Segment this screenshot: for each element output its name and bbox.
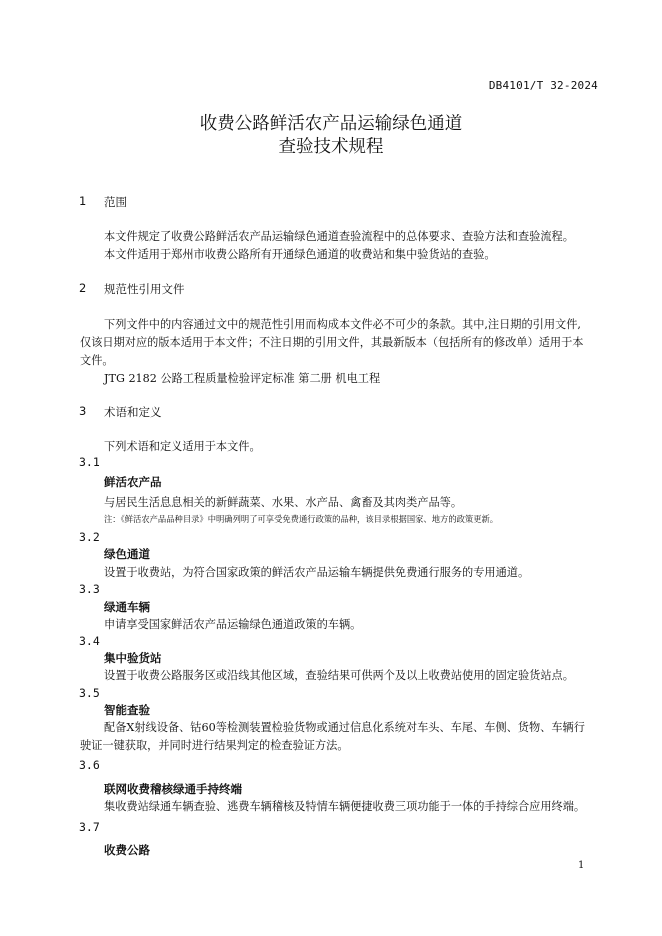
section-2-number: 2	[79, 281, 87, 295]
term-title: 收费公路	[104, 843, 150, 857]
term-title: 联网收费稽核绿通手持终端	[104, 782, 242, 796]
section-1-number: 1	[79, 194, 87, 208]
term-number: 3.4	[79, 634, 100, 648]
term-number: 3.1	[79, 455, 100, 469]
section-3-number: 3	[79, 404, 87, 418]
term-definition: 设置于收费公路服务区或沿线其他区域，查验结果可供两个及以上收费站使用的固定验货站点。	[104, 669, 574, 682]
term-number: 3.3	[79, 582, 100, 596]
normative-reference: JTG 2182 公路工程质量检验评定标准 第二册 机电工程	[104, 372, 381, 385]
term-title: 绿色通道	[104, 547, 150, 561]
document-title-line-1: 收费公路鲜活农产品运输绿色通道	[199, 114, 463, 134]
term-number: 3.6	[79, 758, 100, 772]
term-title: 鲜活农产品	[104, 475, 162, 489]
term-definition: 设置于收费站，为符合国家政策的鲜活农产品运输车辆提供免费通行服务的专用通道。	[104, 566, 530, 579]
standard-number: DB4101/T 32-2024	[488, 79, 598, 92]
term-definition: 集收费站绿通车辆查验、逃费车辆稽核及特情车辆便捷收费三项功能于一体的手持综合应用终端。	[104, 800, 586, 813]
section-2-paragraph-line-1: 下列文件中的内容通过文中的规范性引用而构成本文件必不可少的条款。其中,注日期的引用文件,	[104, 318, 581, 331]
section-2-paragraph-line-2: 仅该日期对应的版本适用于本文件；不注日期的引用文件，其最新版本（包括所有的修改单）适用于本	[80, 336, 584, 349]
term-definition-line-1: 配备X射线设备、钴60等检测装置检验货物或通过信息化系统对车头、车尾、车侧、货物、车辆行	[104, 721, 585, 734]
document-title-line-2: 查验技术规程	[278, 137, 384, 157]
term-title: 绿通车辆	[104, 600, 150, 614]
term-definition: 与居民生活息息相关的新鲜蔬菜、水果、水产品、禽畜及其肉类产品等。	[104, 496, 463, 509]
section-3-title: 术语和定义	[104, 405, 162, 419]
section-2-paragraph-line-3: 文件。	[80, 354, 114, 367]
page-number: 1	[578, 860, 585, 871]
term-definition-line-2: 驶证一键获取，并同时进行结果判定的检查验证方法。	[80, 739, 349, 752]
term-title: 集中验货站	[104, 651, 162, 665]
term-title: 智能查验	[104, 703, 150, 717]
term-number: 3.2	[79, 530, 100, 544]
term-number: 3.7	[79, 820, 100, 834]
section-1-paragraph-2: 本文件适用于郑州市收费公路所有开通绿色通道的收费站和集中验货站的查验。	[104, 248, 496, 261]
section-3-intro: 下列术语和定义适用于本文件。	[104, 440, 261, 453]
term-definition: 申请享受国家鲜活农产品运输绿色通道政策的车辆。	[104, 618, 362, 631]
section-1-title: 范围	[104, 195, 127, 209]
term-number: 3.5	[79, 686, 100, 700]
term-note: 注：《鲜活农产品品种目录》中明确列明了可享受免费通行政策的品种，该目录根据国家、地方的政策更新。	[104, 514, 499, 524]
section-2-title: 规范性引用文件	[104, 282, 185, 296]
section-1-paragraph-1: 本文件规定了收费公路鲜活农产品运输绿色通道查验流程中的总体要求、查验方法和查验流程。	[104, 230, 574, 243]
